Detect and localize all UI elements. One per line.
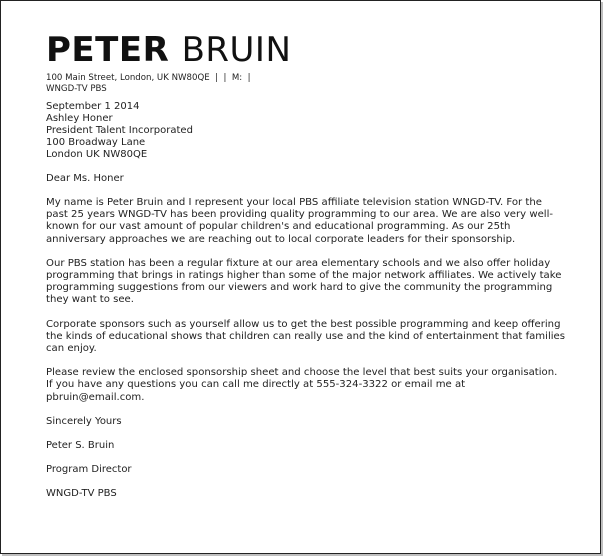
cover-letter (46, 31, 566, 500)
signer-name: Peter S. Bruin (46, 439, 115, 451)
recipient-name: Ashley Honer (46, 113, 113, 124)
recipient-street: 100 Broadway Lane (46, 137, 146, 148)
recipient-block (46, 101, 566, 161)
contact-organization-line: WNGD-TV PBS (46, 84, 107, 94)
paragraph-request: Please review the enclosed sponsorship sheet and choose the level that best suits your organisation. If you have any questions you can call me directly at 555-324-3322 or email me at pbruin@email.com. (46, 367, 558, 403)
letter-date: September 1 2014 (46, 101, 140, 112)
recipient-company: President Talent Incorporated (46, 125, 193, 136)
signer-organization: WNGD-TV PBS (46, 487, 117, 499)
paragraph-sponsors: Corporate sponsors such as yourself allow us to get the best possible programming and keep offering the kinds of educational shows that children can really use and the kind of entertainment that families can enjoy. (46, 318, 566, 355)
sender-contact (46, 73, 566, 95)
valediction: Sincerely Yours (46, 415, 122, 427)
sender-last-name: BRUIN (181, 30, 292, 70)
sender-name (46, 31, 566, 71)
paragraph-intro: My name is Peter Bruin and I represent your local PBS affiliate television station WNGD-TV. For the past 25 years WNGD-TV has been providing quality programming to our area. We are also very well-known for our vast amount of popular children's and educational programming. As our 25th anniversary approaches we are reaching out to local corporate leaders for their sponsorship. (46, 197, 554, 245)
contact-address-line: 100 Main Street, London, UK NW80QE | | M: | (46, 73, 251, 83)
paragraph-station: Our PBS station has been a regular fixture at our area elementary schools and we also offer holiday programming that brings in ratings higher than some of the major network affiliates. We actively take programming suggestions from our viewers and work hard to give the community the programming they want to see. (46, 257, 562, 306)
recipient-city: London UK NW80QE (46, 149, 148, 160)
sender-first-name: PETER (46, 30, 170, 70)
salutation: Dear Ms. Honer (46, 173, 124, 184)
signer-title: Program Director (46, 463, 132, 475)
